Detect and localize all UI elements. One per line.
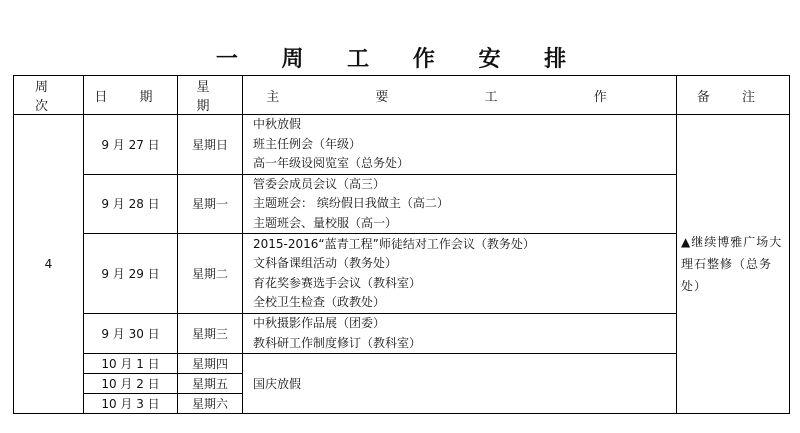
work-items-cell [243,314,677,354]
work-item: 主题班会： 缤纷假日我做主（高二） [253,196,449,210]
work-item: 主题班会、量校服（高一） [253,215,398,230]
work-items-cell [243,234,677,314]
work-item: 全校卫生检查（政教处） [253,295,386,309]
date-cell: 10 月 3 日 [84,394,178,414]
weekday-cell: 星期三 [178,314,243,354]
header-date: 日 期 [84,76,178,115]
holiday-cell: 国庆放假 [243,354,677,414]
work-item: 班主任例会（年级） [253,136,362,151]
weekday-cell: 星期四 [178,354,243,374]
date-cell: 9 月 29 日 [84,234,178,314]
page-title: 一 周 工 作 安 排 [215,47,585,72]
work-item: 育花奖参赛选手会议（教科室） [253,275,422,290]
work-item: 中秋摄影作品展（团委） [253,316,386,330]
header-weekday: 星 期 [178,76,243,115]
work-items-cell [243,115,677,175]
weekday-cell: 星期一 [178,174,243,234]
date-cell: 9 月 27 日 [84,115,178,175]
work-item: 2015-2016“蓝青工程”师徒结对工作会议（教务处） [253,236,535,251]
work-item: 文科备课组活动（教务处） [253,256,398,270]
work-items-cell [243,174,677,234]
weekday-cell: 星期二 [178,234,243,314]
work-item: 教科研工作制度修订（教科室） [253,335,422,350]
holiday-row [14,354,790,374]
header-row [14,76,790,115]
day-row [14,314,790,354]
header-note: 备 注 [677,76,790,115]
date-cell: 10 月 1 日 [84,354,178,374]
date-cell: 10 月 2 日 [84,374,178,394]
work-item: 中秋放假 [253,117,302,131]
work-item: 高一年级设阅览室（总务处） [253,156,410,170]
date-cell: 9 月 30 日 [84,314,178,354]
date-cell: 9 月 28 日 [84,174,178,234]
weekday-cell: 星期六 [178,394,243,414]
weekday-cell: 星期五 [178,374,243,394]
day-row [14,174,790,234]
week-number-cell: 4 [14,115,84,414]
work-item: 管委会成员会议（高三） [253,176,386,191]
note-cell: ▲继续博雅广场大理石整修（总务处） [677,115,790,414]
header-week: 周 次 [14,76,84,115]
day-row [14,115,790,175]
weekly-schedule-table [13,75,790,414]
weekday-cell: 星期日 [178,115,243,175]
day-row [14,234,790,314]
header-work: 主 要 工 作 [243,76,677,115]
